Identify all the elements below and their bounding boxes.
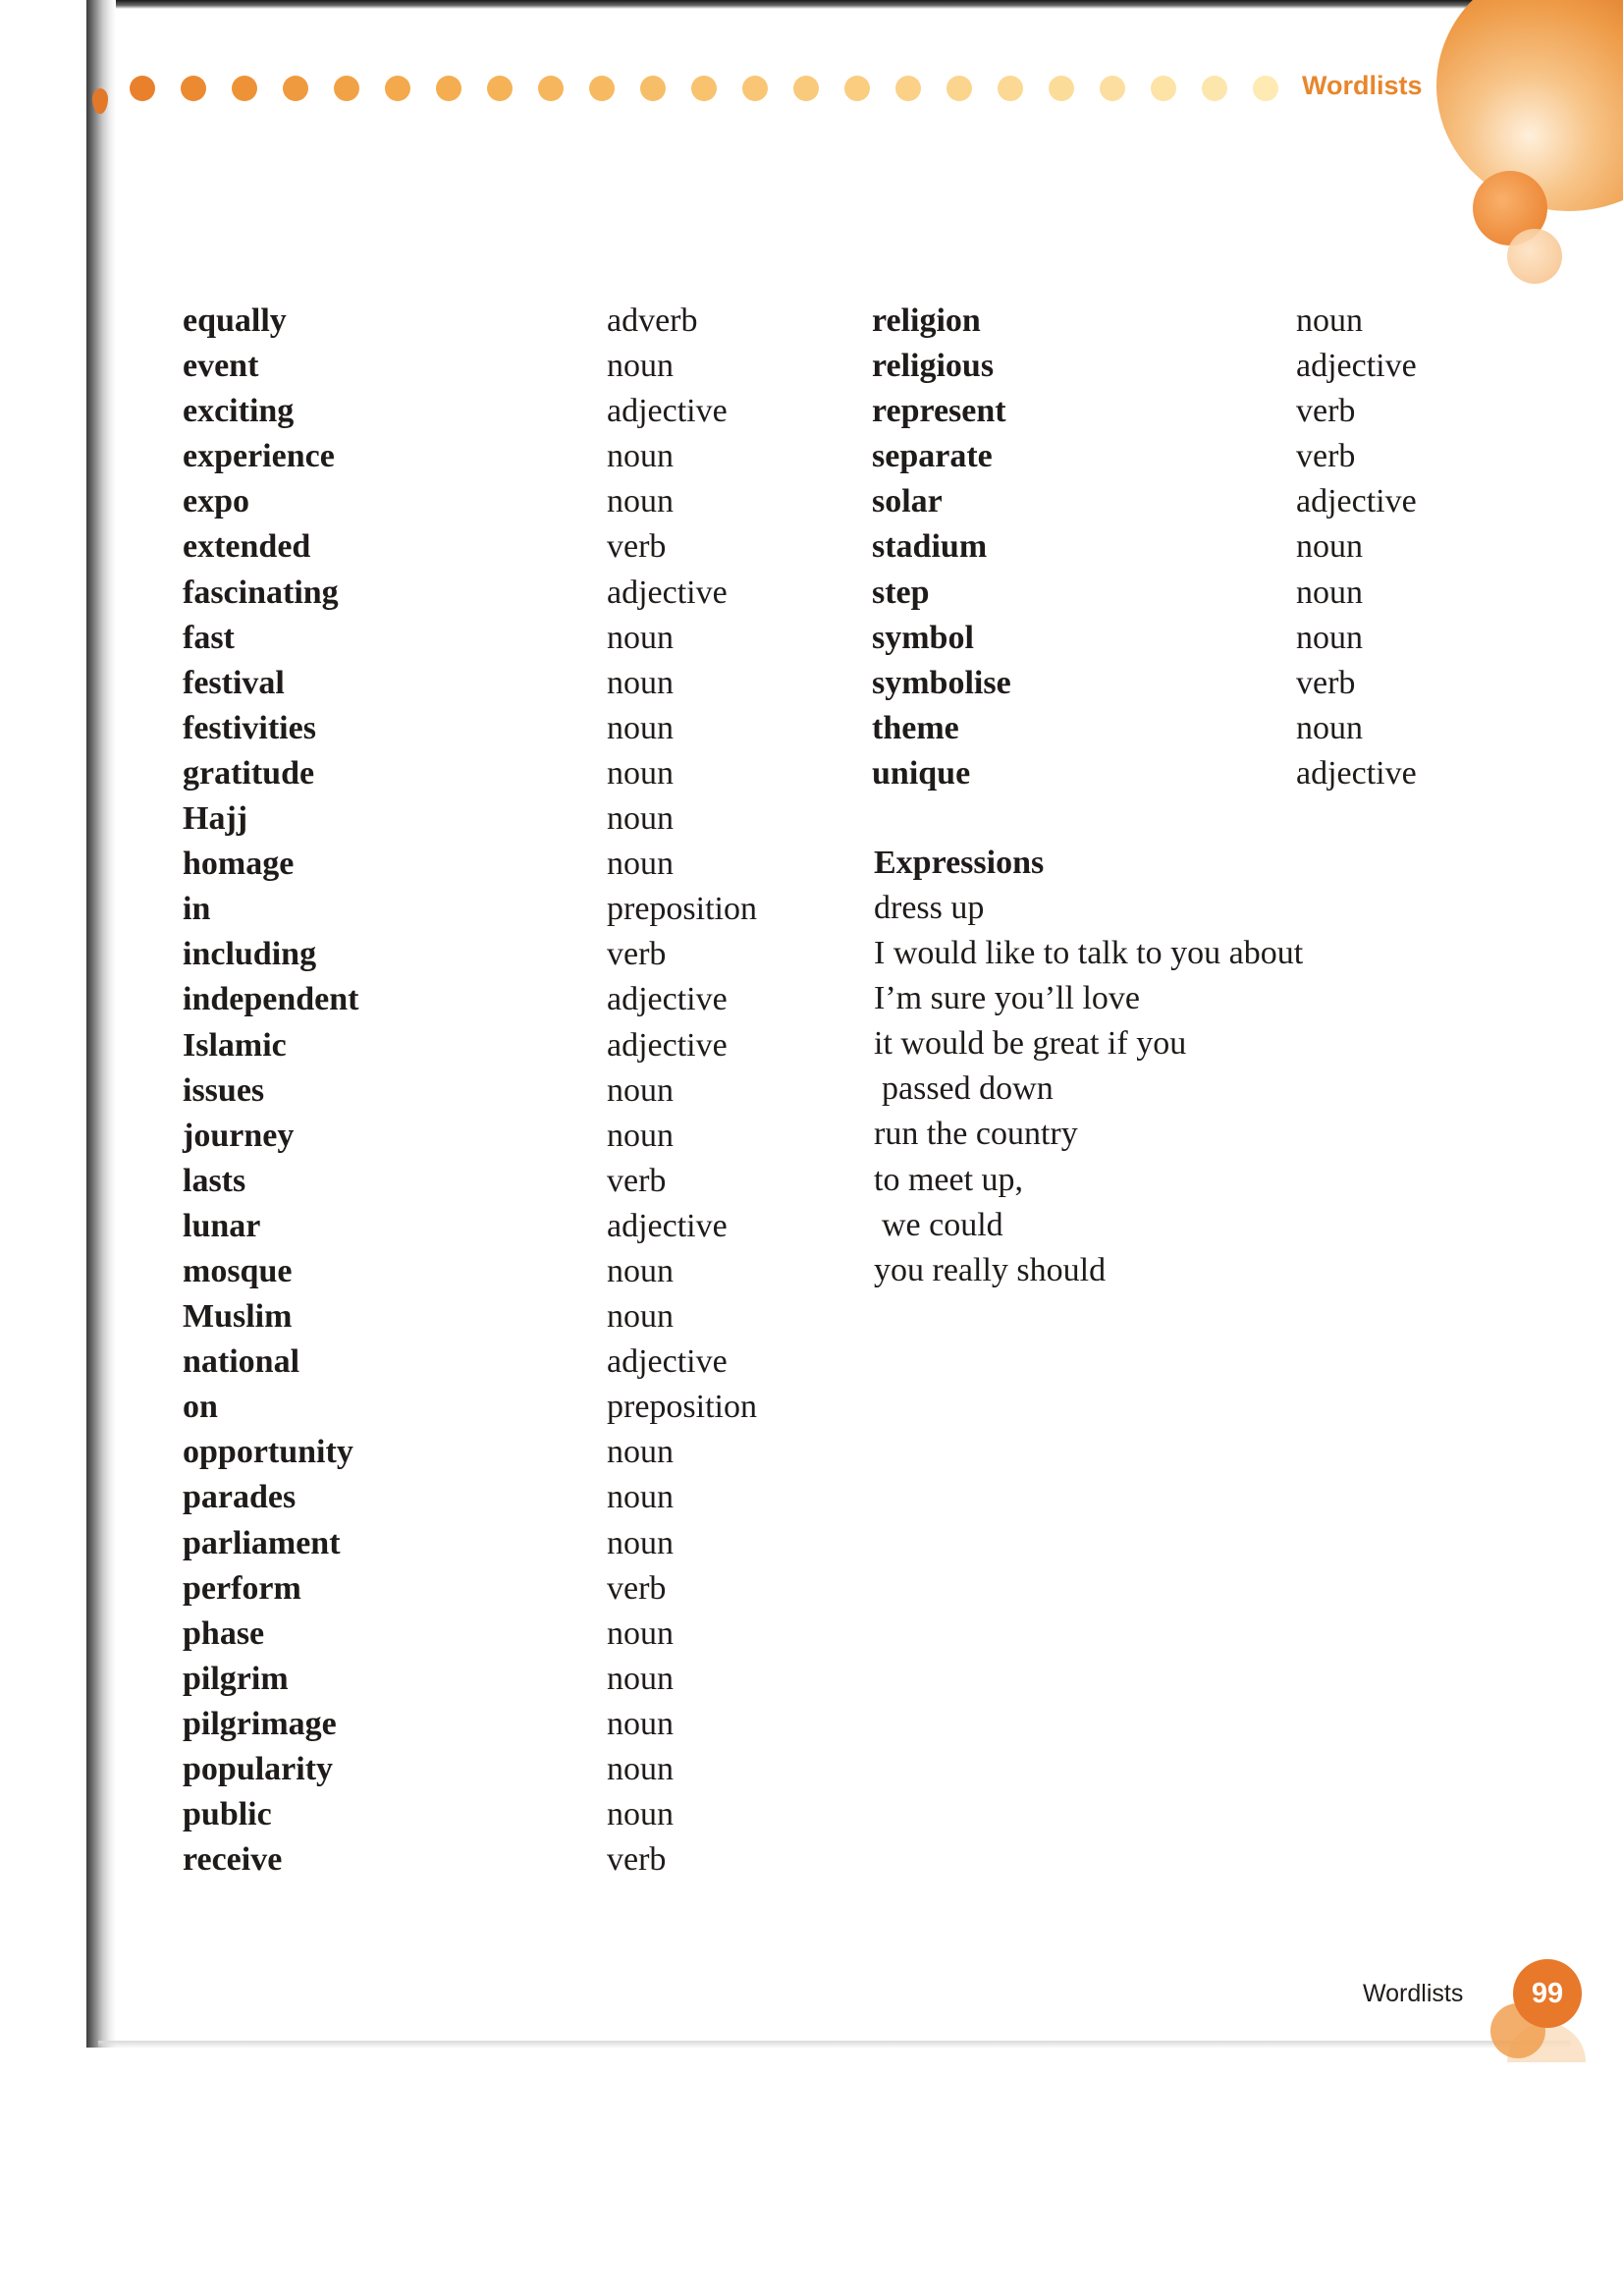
wordlist-word: phase <box>183 1614 265 1652</box>
wordlist-part-of-speech: noun <box>607 1705 674 1742</box>
header-dot <box>283 76 308 101</box>
book-spine-shadow <box>86 0 116 2048</box>
wordlist-part-of-speech: noun <box>607 438 674 475</box>
wordlist-word: perform <box>183 1569 301 1607</box>
wordlist-part-of-speech: adjective <box>607 1207 728 1244</box>
expression-item: passed down <box>882 1070 1054 1108</box>
wordlist-word: parades <box>183 1479 297 1516</box>
expression-item: you really should <box>874 1251 1107 1288</box>
header-dot <box>1100 76 1125 101</box>
header-dot <box>589 76 615 101</box>
header-dot <box>895 76 921 101</box>
expression-item: I would like to talk to you about <box>874 935 1304 972</box>
wordlist-part-of-speech: noun <box>607 1660 674 1697</box>
wordlist-word: represent <box>872 393 1006 430</box>
wordlist-right-parts-of-speech <box>1296 299 1417 796</box>
wordlist-part-of-speech: noun <box>607 1751 674 1787</box>
page-bottom-edge <box>98 2041 1571 2049</box>
header-dot <box>1253 76 1278 101</box>
wordlist-word: expo <box>183 483 249 520</box>
expression-item: run the country <box>874 1116 1078 1153</box>
wordlist-word: homage <box>183 846 295 883</box>
wordlist-part-of-speech: adjective <box>1296 754 1417 792</box>
expression-item: I’m sure you’ll love <box>874 980 1140 1017</box>
header-dot <box>793 76 819 101</box>
header-dot <box>640 76 666 101</box>
wordlist-part-of-speech: noun <box>607 664 674 701</box>
header-dot <box>130 76 155 101</box>
header-dot <box>436 76 461 101</box>
wordlist-word: solar <box>872 483 943 520</box>
header-dot <box>385 76 410 101</box>
wordlist-word: exciting <box>183 393 295 430</box>
expressions-list <box>874 886 1303 1293</box>
header-dot <box>334 76 359 101</box>
wordlist-word: fast <box>183 619 235 656</box>
wordlist-part-of-speech: verb <box>607 1162 667 1199</box>
wordlist-part-of-speech: noun <box>607 754 674 792</box>
wordlist-word: opportunity <box>183 1434 353 1471</box>
wordlist-part-of-speech: adverb <box>607 302 698 339</box>
expressions-heading: Expressions <box>874 845 1045 881</box>
page-top-edge <box>88 0 1623 9</box>
header-dot <box>1049 76 1074 101</box>
wordlist-part-of-speech: noun <box>607 348 674 385</box>
wordlist-part-of-speech: noun <box>607 483 674 520</box>
wordlist-word: symbol <box>872 619 974 656</box>
header-dot <box>1151 76 1176 101</box>
wordlist-word: fascinating <box>183 574 339 611</box>
wordlist-word: receive <box>183 1841 283 1879</box>
wordlist-part-of-speech: adjective <box>1296 348 1417 385</box>
wordlist-part-of-speech: verb <box>607 936 667 973</box>
header-dot <box>538 76 564 101</box>
wordlist-word: including <box>183 936 317 973</box>
wordlist-word: pilgrimage <box>183 1705 337 1742</box>
wordlist-word: festivities <box>183 709 316 746</box>
wordlist-word: national <box>183 1343 300 1381</box>
wordlist-word: public <box>183 1796 272 1833</box>
wordlist-right-words <box>872 299 1011 796</box>
header-dot <box>487 76 513 101</box>
wordlist-word: lunar <box>183 1207 261 1244</box>
wordlist-word: independent <box>183 981 359 1018</box>
wordlist-word: issues <box>183 1071 265 1109</box>
wordlist-part-of-speech: preposition <box>607 891 757 928</box>
wordlist-word: mosque <box>183 1252 293 1289</box>
wordlist-part-of-speech: noun <box>1296 619 1363 656</box>
wordlist-part-of-speech: verb <box>1296 664 1356 701</box>
expression-item: dress up <box>874 890 985 926</box>
wordlist-word: on <box>183 1389 218 1426</box>
wordlist-word: stadium <box>872 528 988 566</box>
wordlist-part-of-speech: verb <box>607 528 667 566</box>
wordlist-part-of-speech: adjective <box>607 1343 728 1381</box>
wordlist-part-of-speech: noun <box>607 1298 674 1336</box>
wordlist-part-of-speech: adjective <box>607 1026 728 1064</box>
header-title: Wordlists <box>1302 71 1423 100</box>
wordlist-word: separate <box>872 438 993 475</box>
wordlist-left-words <box>183 299 359 1883</box>
wordlist-word: lasts <box>183 1162 246 1199</box>
wordlist-part-of-speech: noun <box>1296 528 1363 566</box>
wordlist-part-of-speech: noun <box>607 1117 674 1154</box>
wordlist-part-of-speech: noun <box>1296 709 1363 746</box>
wordlist-part-of-speech: adjective <box>1296 483 1417 520</box>
wordlist-word: religious <box>872 348 995 385</box>
header-dot <box>181 76 206 101</box>
wordlist-part-of-speech: noun <box>1296 574 1363 611</box>
wordlist-part-of-speech: adjective <box>607 574 728 611</box>
wordlist-word: in <box>183 891 211 928</box>
wordlist-word: theme <box>872 709 959 746</box>
header-dot <box>691 76 717 101</box>
page-number-badge: 99 <box>1513 1959 1582 2028</box>
wordlist-part-of-speech: noun <box>607 1614 674 1652</box>
expression-item: we could <box>882 1206 1003 1243</box>
header-dot <box>844 76 870 101</box>
wordlist-part-of-speech: verb <box>1296 393 1356 430</box>
footer-label: Wordlists <box>1363 1980 1464 2007</box>
wordlist-word: experience <box>183 438 335 475</box>
wordlist-part-of-speech: adjective <box>607 393 728 430</box>
wordlist-word: festival <box>183 664 285 701</box>
wordlist-word: event <box>183 348 259 385</box>
wordlist-part-of-speech: noun <box>607 1252 674 1289</box>
wordlist-word: journey <box>183 1117 295 1154</box>
wordlist-part-of-speech: noun <box>607 709 674 746</box>
wordlist-word: extended <box>183 528 311 566</box>
wordlist-part-of-speech: noun <box>607 1071 674 1109</box>
wordlist-part-of-speech: noun <box>607 1524 674 1561</box>
wordlist-word: popularity <box>183 1751 334 1787</box>
header-dot <box>742 76 768 101</box>
wordlist-word: religion <box>872 302 981 339</box>
wordlist-part-of-speech: noun <box>607 800 674 838</box>
header-dot <box>947 76 972 101</box>
wordlist-part-of-speech: verb <box>607 1569 667 1607</box>
wordlist-word: pilgrim <box>183 1660 289 1697</box>
wordlist-word: equally <box>183 302 287 339</box>
wordlist-part-of-speech: preposition <box>607 1389 757 1426</box>
wordlist-word: Muslim <box>183 1298 293 1336</box>
decorative-orange-sphere-small <box>1507 229 1562 284</box>
wordlist-part-of-speech: verb <box>607 1841 667 1879</box>
header-dot <box>1202 76 1227 101</box>
expression-item: to meet up, <box>874 1161 1024 1198</box>
wordlist-word: parliament <box>183 1524 341 1561</box>
wordlist-left-parts-of-speech <box>607 299 757 1883</box>
header-dot <box>232 76 257 101</box>
expression-item: it would be great if you <box>874 1025 1187 1063</box>
wordlist-part-of-speech: noun <box>607 1434 674 1471</box>
wordlist-word: Islamic <box>183 1026 287 1064</box>
wordlist-word: gratitude <box>183 754 315 792</box>
wordlist-word: symbolise <box>872 664 1011 701</box>
wordlist-part-of-speech: noun <box>607 846 674 883</box>
wordlist-part-of-speech: adjective <box>607 981 728 1018</box>
header-dot <box>998 76 1023 101</box>
wordlist-word: Hajj <box>183 800 248 838</box>
wordlist-word: unique <box>872 754 971 792</box>
wordlist-part-of-speech: verb <box>1296 438 1356 475</box>
wordlist-part-of-speech: noun <box>607 1479 674 1516</box>
wordlist-part-of-speech: noun <box>607 1796 674 1833</box>
wordlist-part-of-speech: noun <box>607 619 674 656</box>
wordlist-part-of-speech: noun <box>1296 302 1363 339</box>
wordlist-word: step <box>872 574 930 611</box>
